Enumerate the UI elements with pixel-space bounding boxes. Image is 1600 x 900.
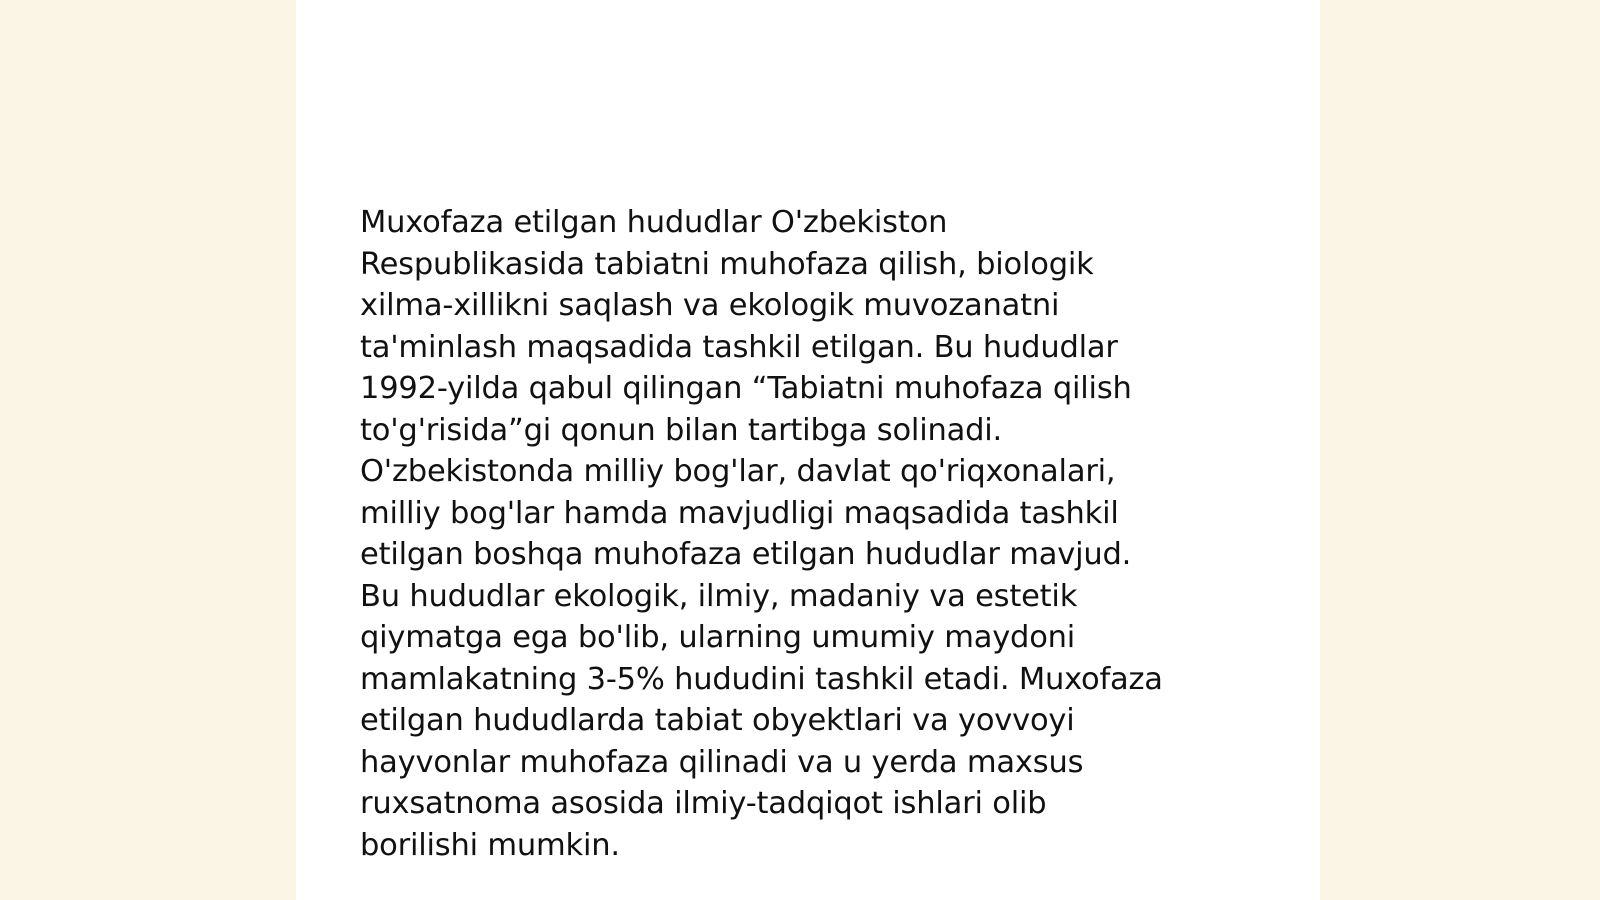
text-line: to'g'risida”gi qonun bilan tartibga solinadi. xyxy=(360,412,1003,448)
text-line: etilgan hududlarda tabiat obyektlari va yovvoyi xyxy=(360,703,1075,738)
text-line: mamlakatning 3-5% hududini tashkil etadi. Muxofaza xyxy=(360,661,1163,697)
text-line: hayvonlar muhofaza qilinadi va u yerda maxsus xyxy=(360,744,1084,780)
slide-page xyxy=(296,0,1320,900)
slide-body-text xyxy=(360,202,1240,866)
text-line: qiymatga ega bo'lib, ularning umumiy maydoni xyxy=(360,620,1076,655)
text-line: etilgan boshqa muhofaza etilgan hududlar mavjud. xyxy=(360,537,1132,572)
text-line: Muxofaza etilgan hududlar O'zbekiston xyxy=(360,205,948,240)
text-line: milliy bog'lar hamda mavjudligi maqsadida tashkil xyxy=(360,495,1119,531)
text-line: xilma-xillikni saqlash va ekologik muvozanatni xyxy=(360,288,1060,323)
text-line: borilishi mumkin. xyxy=(360,827,620,863)
text-line: ruxsatnoma asosida ilmiy-tadqiqot ishlari olib xyxy=(360,786,1047,821)
text-line: Respublikasida tabiatni muhofaza qilish, biologik xyxy=(360,246,1094,282)
text-line: Bu hududlar ekologik, ilmiy, madaniy va estetik xyxy=(360,578,1078,614)
text-line: O'zbekistonda milliy bog'lar, davlat qo'riqxonalari, xyxy=(360,454,1116,489)
text-line: 1992-yilda qabul qilingan “Tabiatni muhofaza qilish xyxy=(360,371,1132,406)
text-line: ta'minlash maqsadida tashkil etilgan. Bu hududlar xyxy=(360,329,1118,365)
